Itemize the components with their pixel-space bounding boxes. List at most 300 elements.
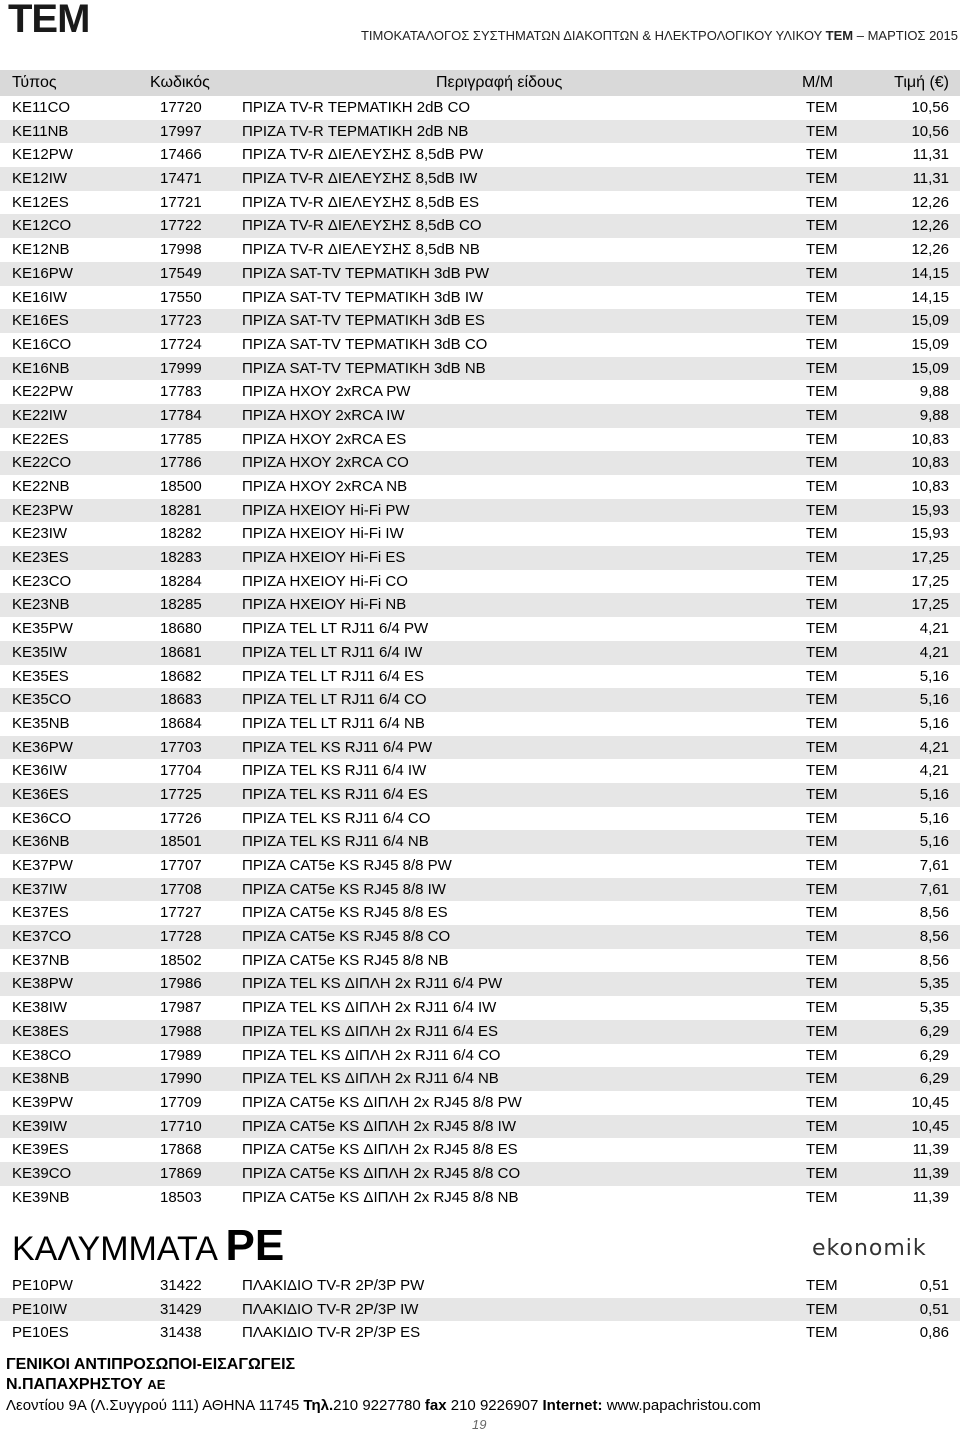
section-title-text: ΚΑΛΥΜΜΑΤΑ [12,1230,217,1268]
table-row [0,736,960,760]
cell-type: KE16PW [12,264,73,282]
cell-price: 9,88 [919,383,949,401]
cell-type: KE35IW [12,643,68,661]
cell-type: KE37IW [12,880,68,898]
cell-desc: ΠΡΙΖΑ TEL KS ΔΙΠΛΗ 2x RJ11 6/4 NB [242,1070,499,1088]
col-header-code: Κωδικός [150,74,210,91]
cell-code: 17722 [160,217,202,235]
table-row [0,712,960,736]
document-title-brand: TEM [825,28,854,43]
cell-uom: TEM [806,1188,838,1206]
cell-code: 17986 [160,975,202,993]
footer-company [6,1376,165,1394]
cell-desc: ΠΡΙΖΑ TEL LT RJ11 6/4 PW [242,620,429,638]
cell-price: 8,56 [919,951,949,969]
table-row [0,1298,960,1322]
cell-price: 10,56 [911,99,949,116]
table-row [0,357,960,381]
cell-price: 5,35 [919,999,949,1017]
cell-type: KE12CO [12,217,72,235]
cell-uom: TEM [806,1022,838,1040]
cell-type: KE36ES [12,785,69,803]
cell-uom: TEM [806,880,838,898]
table-row [0,641,960,665]
cell-type: KE35NB [12,714,70,732]
cell-uom: TEM [806,241,838,259]
ekonomik-logo: ekonomik [812,1236,927,1261]
cell-code: 17550 [160,288,202,306]
cell-uom: TEM [806,975,838,993]
cell-desc: ΠΡΙΖΑ TEL LT RJ11 6/4 IW [242,643,423,661]
table-row [0,807,960,831]
cell-desc: ΠΡΙΖΑ CAT5e KS ΔΙΠΛΗ 2x RJ45 8/8 IW [242,1117,517,1135]
document-title-suffix: – ΜΑΡΤΙΟΣ 2015 [856,28,958,43]
cell-price: 15,93 [911,501,949,519]
cell-code: 17868 [160,1141,202,1159]
cell-desc: ΠΡΙΖΑ TV-R ΔΙΕΛΕΥΣΗΣ 8,5dB CO [242,217,482,235]
cell-price: 17,25 [911,549,949,567]
cell-code: 18500 [160,478,202,495]
table-row [0,1091,960,1115]
cell-price: 5,16 [919,809,949,827]
cell-desc: ΠΡΙΖΑ TEL KS RJ11 6/4 PW [242,738,433,756]
table-row [0,191,960,215]
cell-type: KE37PW [12,857,73,874]
cell-code: 18683 [160,691,202,709]
cell-price: 0,86 [919,1324,949,1342]
cell-desc: ΠΡΙΖΑ TV-R ΔΙΕΛΕΥΣΗΣ 8,5dB NB [242,241,480,259]
cell-type: KE37NB [12,951,70,969]
footer-contact [6,1397,761,1414]
cell-desc: ΠΡΙΖΑ ΗΧΕΙΟΥ Hi-Fi ES [242,549,406,567]
cell-uom: TEM [806,288,838,306]
cell-code: 17709 [160,1093,202,1111]
cell-type: KE11NB [12,122,69,140]
cell-uom: TEM [806,762,838,780]
cell-desc: ΠΡΙΖΑ TEL KS RJ11 6/4 CO [242,809,431,827]
col-header-type: Τύπος [12,74,57,91]
cell-uom: TEM [806,383,838,401]
cell-price: 12,26 [911,217,949,235]
cell-type: KE23NB [12,596,70,614]
cell-type: KE23PW [12,501,73,519]
cell-type: PE10ES [12,1324,69,1342]
cell-desc: ΠΡΙΖΑ TEL LT RJ11 6/4 NB [242,714,425,732]
table-row [0,1115,960,1139]
cell-uom: TEM [806,1093,838,1111]
cell-uom: TEM [806,549,838,567]
table-row [0,617,960,641]
cell-price: 0,51 [919,1300,949,1318]
cell-code: 17990 [160,1070,202,1088]
table-row [0,1162,960,1186]
cell-type: KE23ES [12,549,69,567]
cell-uom: TEM [806,596,838,614]
cell-price: 10,56 [911,122,949,140]
price-table [0,96,960,1209]
cell-price: 11,31 [912,146,949,164]
table-row [0,404,960,428]
cell-code: 17704 [160,762,202,780]
table-row [0,996,960,1020]
cell-code: 17707 [160,857,202,874]
cell-desc: ΠΡΙΖΑ TV-R ΤΕΡΜΑΤΙΚΗ 2dB CO [242,99,471,116]
cell-desc: ΠΡΙΖΑ TV-R ΔΙΕΛΕΥΣΗΣ 8,5dB PW [242,146,484,164]
table-row [0,546,960,570]
cell-desc: ΠΡΙΖΑ TEL LT RJ11 6/4 CO [242,691,427,709]
cell-desc: ΠΡΙΖΑ ΗΧΟΥ 2xRCA CO [242,454,409,472]
cell-price: 15,09 [911,335,949,353]
table-row [0,96,960,120]
cell-desc: ΠΡΙΖΑ TEL KS ΔΙΠΛΗ 2x RJ11 6/4 IW [242,999,497,1017]
footer-internet[interactable]: www.papachristou.com [606,1397,761,1414]
table-row [0,830,960,854]
cell-uom: TEM [806,501,838,519]
cell-price: 4,21 [919,643,949,661]
tem-logo-text: TEM [8,0,90,41]
cell-desc: ΠΡΙΖΑ ΗΧΟΥ 2xRCA PW [242,383,411,401]
cell-price: 10,83 [911,478,949,495]
cell-code: 17998 [160,241,202,259]
footer-fax-label: fax [424,1397,447,1414]
cell-desc: ΠΡΙΖΑ CAT5e KS ΔΙΠΛΗ 2x RJ45 8/8 CO [242,1164,521,1182]
cell-desc: ΠΡΙΖΑ ΗΧΟΥ 2xRCA IW [242,406,405,424]
cell-desc: ΠΡΙΖΑ ΗΧΟΥ 2xRCA NB [242,478,408,495]
cell-desc: ΠΡΙΖΑ CAT5e KS RJ45 8/8 CO [242,928,451,946]
cell-type: KE12ES [12,193,69,211]
cell-price: 6,29 [919,1070,949,1088]
cell-desc: ΠΡΙΖΑ ΗΧΕΙΟΥ Hi-Fi PW [242,501,410,519]
table-row [0,214,960,238]
cell-price: 4,21 [919,738,949,756]
cell-price: 4,21 [919,620,949,638]
cell-uom: TEM [806,951,838,969]
cell-price: 9,88 [919,406,949,424]
cell-code: 17989 [160,1046,202,1064]
cell-code: 18502 [160,951,202,969]
cell-type: KE35PW [12,620,73,638]
cell-desc: ΠΡΙΖΑ TV-R ΔΙΕΛΕΥΣΗΣ 8,5dB ES [242,193,479,211]
table-row [0,451,960,475]
col-header-uom: Μ/Μ [802,74,834,91]
cell-price: 12,26 [911,193,949,211]
cell-uom: TEM [806,1141,838,1159]
cell-uom: TEM [806,454,838,472]
cell-price: 8,56 [919,928,949,946]
cell-type: KE39NB [12,1188,70,1206]
table-row [0,120,960,144]
tem-logo [8,0,130,41]
cell-type: KE12NB [12,241,70,259]
cell-type: KE38ES [12,1022,69,1040]
cell-uom: TEM [806,1046,838,1064]
cell-price: 7,61 [919,880,949,898]
table-row [0,428,960,452]
table-row [0,925,960,949]
table-row [0,143,960,167]
cover-price-table [0,1274,960,1345]
cell-type: KE16IW [12,288,68,306]
cell-desc: ΠΛΑΚΙΔΙΟ TV-R 2P/3P IW [242,1300,419,1318]
cell-uom: TEM [806,1300,838,1318]
cell-code: 17784 [160,406,202,424]
cell-desc: ΠΡΙΖΑ CAT5e KS ΔΙΠΛΗ 2x RJ45 8/8 NB [242,1188,519,1206]
table-header [0,70,960,96]
cell-type: KE16CO [12,335,72,353]
cell-desc: ΠΡΙΖΑ SAT-TV ΤΕΡΜΑΤΙΚΗ 3dB PW [242,264,489,282]
cell-uom: TEM [806,217,838,235]
cell-type: PE10IW [12,1300,68,1318]
cell-desc: ΠΡΙΖΑ TEL KS ΔΙΠΛΗ 2x RJ11 6/4 ES [242,1022,498,1040]
cell-code: 17725 [160,785,202,803]
cell-desc: ΠΡΙΖΑ TV-R ΤΕΡΜΑΤΙΚΗ 2dB NB [242,122,469,140]
cell-price: 11,39 [912,1141,949,1159]
document-title [361,28,958,43]
cell-code: 17988 [160,1022,202,1040]
cell-code: 18281 [160,501,202,519]
cell-code: 17726 [160,809,202,827]
table-row [0,1020,960,1044]
cell-type: KE16NB [12,359,70,377]
cell-code: 31438 [160,1324,202,1342]
cell-price: 15,93 [911,525,949,543]
footer-internet-label: Internet: [542,1397,603,1414]
cell-uom: TEM [806,572,838,590]
cell-price: 5,16 [919,691,949,709]
cell-uom: TEM [806,193,838,211]
cell-price: 8,56 [919,904,949,922]
footer-distributor: ΓΕΝΙΚΟΙ ΑΝΤΙΠΡΟΣΩΠΟΙ-ΕΙΣΑΓΩΓΕΙΣ [6,1356,296,1373]
cell-desc: ΠΡΙΖΑ TEL KS RJ11 6/4 NB [242,833,429,851]
cell-uom: TEM [806,643,838,661]
cell-uom: TEM [806,928,838,946]
cell-code: 17723 [160,312,202,330]
cell-price: 11,31 [912,170,949,188]
cell-type: KE12PW [12,146,73,164]
cell-price: 15,09 [911,312,949,330]
cell-uom: TEM [806,478,838,495]
cell-code: 17783 [160,383,202,401]
cell-code: 17710 [160,1117,202,1135]
cell-uom: TEM [806,359,838,377]
cell-type: KE35CO [12,691,72,709]
cell-price: 4,21 [919,762,949,780]
footer-tel: 210 9227780 [333,1397,421,1414]
cell-type: KE22NB [12,478,70,495]
cell-uom: TEM [806,738,838,756]
cell-type: KE36NB [12,833,70,851]
cell-code: 31422 [160,1277,202,1294]
cell-price: 14,15 [911,288,949,306]
table-row [0,1321,960,1345]
cell-code: 17471 [160,170,202,188]
cell-type: KE23CO [12,572,72,590]
cell-code: 17703 [160,738,202,756]
cell-price: 6,29 [919,1022,949,1040]
cell-price: 0,51 [919,1277,949,1294]
cell-desc: ΠΛΑΚΙΔΙΟ TV-R 2P/3P ES [242,1324,421,1342]
cell-code: 18501 [160,833,202,851]
cell-price: 5,16 [919,714,949,732]
cell-uom: TEM [806,904,838,922]
table-row [0,570,960,594]
cell-uom: TEM [806,430,838,448]
cell-uom: TEM [806,1324,838,1342]
cell-desc: ΠΡΙΖΑ ΗΧΕΙΟΥ Hi-Fi CO [242,572,408,590]
table-row [0,499,960,523]
cell-price: 11,39 [912,1188,949,1206]
cell-code: 17721 [160,193,202,211]
cell-price: 10,45 [911,1093,949,1111]
cell-type: KE37ES [12,904,69,922]
cell-price: 5,16 [919,833,949,851]
cell-desc: ΠΡΙΖΑ CAT5e KS RJ45 8/8 NB [242,951,449,969]
cell-price: 14,15 [911,264,949,282]
cell-desc: ΠΡΙΖΑ ΗΧΟΥ 2xRCA ES [242,430,407,448]
cell-type: KE36CO [12,809,72,827]
cell-desc: ΠΛΑΚΙΔΙΟ TV-R 2P/3P PW [242,1277,425,1294]
cell-code: 18503 [160,1188,202,1206]
cell-code: 17727 [160,904,202,922]
cell-desc: ΠΡΙΖΑ TEL KS ΔΙΠΛΗ 2x RJ11 6/4 CO [242,1046,501,1064]
cell-uom: TEM [806,691,838,709]
table-row [0,783,960,807]
cell-code: 18283 [160,549,202,567]
cell-type: KE35ES [12,667,69,685]
cell-uom: TEM [806,714,838,732]
cell-price: 6,29 [919,1046,949,1064]
section-series: PE [225,1221,285,1270]
cell-type: KE22CO [12,454,72,472]
cell-code: 17786 [160,454,202,472]
cell-type: KE39ES [12,1141,69,1159]
table-row [0,901,960,925]
cell-desc: ΠΡΙΖΑ CAT5e KS RJ45 8/8 IW [242,880,446,898]
table-row [0,759,960,783]
cell-code: 17549 [160,264,202,282]
footer-fax: 210 9226907 [450,1397,539,1414]
table-row [0,878,960,902]
cell-type: KE39PW [12,1093,73,1111]
cell-type: KE16ES [12,312,69,330]
cell-price: 5,16 [919,667,949,685]
cell-desc: ΠΡΙΖΑ TV-R ΔΙΕΛΕΥΣΗΣ 8,5dB IW [242,170,478,188]
cell-price: 10,45 [911,1117,949,1135]
cell-desc: ΠΡΙΖΑ CAT5e KS RJ45 8/8 PW [242,857,452,874]
cell-type: KE38IW [12,999,68,1017]
cell-uom: TEM [806,99,838,116]
cell-code: 17785 [160,430,202,448]
table-row [0,1138,960,1162]
cell-uom: TEM [806,335,838,353]
cell-desc: ΠΡΙΖΑ ΗΧΕΙΟΥ Hi-Fi NB [242,596,407,614]
cell-desc: ΠΡΙΖΑ SAT-TV ΤΕΡΜΑΤΙΚΗ 3dB NB [242,359,486,377]
col-header-price: Τιμή (€) [894,74,949,91]
table-row [0,380,960,404]
cell-desc: ΠΡΙΖΑ CAT5e KS ΔΙΠΛΗ 2x RJ45 8/8 ES [242,1141,518,1159]
cell-type: KE22ES [12,430,69,448]
cell-type: KE22PW [12,383,73,401]
document-title-prefix: ΤΙΜΟΚΑΤΑΛΟΓΟΣ ΣΥΣΤΗΜΑΤΩΝ ΔΙΑΚΟΠΤΩΝ & ΗΛΕΚΤΡΟΛΟΓΙΚΟΥ ΥΛΙΚΟΥ [360,28,823,43]
cell-code: 18681 [160,643,202,661]
cell-code: 17728 [160,928,202,946]
cell-uom: TEM [806,667,838,685]
cell-price: 10,83 [911,454,949,472]
cell-code: 17466 [160,146,202,164]
cell-desc: ΠΡΙΖΑ CAT5e KS ΔΙΠΛΗ 2x RJ45 8/8 PW [242,1093,522,1111]
cell-price: 5,35 [919,975,949,993]
footer-company-name: Ν.ΠΑΠΑΧΡΗΣΤΟΥ [6,1376,143,1393]
table-row [0,949,960,973]
cell-uom: TEM [806,1117,838,1135]
cell-desc: ΠΡΙΖΑ TEL KS RJ11 6/4 IW [242,762,427,780]
cell-code: 17869 [160,1164,202,1182]
cell-uom: TEM [806,170,838,188]
cell-uom: TEM [806,1164,838,1182]
table-row [0,522,960,546]
cell-type: PE10PW [12,1277,73,1294]
cell-uom: TEM [806,122,838,140]
cell-desc: ΠΡΙΖΑ SAT-TV ΤΕΡΜΑΤΙΚΗ 3dB CO [242,335,488,353]
cell-desc: ΠΡΙΖΑ CAT5e KS RJ45 8/8 ES [242,904,448,922]
table-row [0,1186,960,1210]
cell-desc: ΠΡΙΖΑ ΗΧΕΙΟΥ Hi-Fi IW [242,525,404,543]
cell-type: KE37CO [12,928,72,946]
table-row [0,1274,960,1298]
table-row [0,854,960,878]
table-row [0,1044,960,1068]
cell-code: 17997 [160,122,202,140]
cell-price: 5,16 [919,785,949,803]
cell-code: 18282 [160,525,202,543]
footer-tel-label: Τηλ. [303,1397,334,1414]
cell-code: 17720 [160,99,202,116]
cell-code: 17987 [160,999,202,1017]
cell-uom: TEM [806,146,838,164]
cell-type: KE38NB [12,1070,70,1088]
cell-desc: ΠΡΙΖΑ SAT-TV ΤΕΡΜΑΤΙΚΗ 3dB ES [242,312,485,330]
cell-price: 17,25 [911,596,949,614]
cell-type: KE23IW [12,525,68,543]
cell-desc: ΠΡΙΖΑ TEL KS ΔΙΠΛΗ 2x RJ11 6/4 PW [242,975,503,993]
cell-code: 17999 [160,359,202,377]
cell-code: 18284 [160,572,202,590]
cell-type: KE36PW [12,738,73,756]
cell-uom: TEM [806,525,838,543]
table-row [0,665,960,689]
cell-uom: TEM [806,312,838,330]
table-row [0,262,960,286]
cell-uom: TEM [806,785,838,803]
table-row [0,972,960,996]
cell-type: KE39IW [12,1117,68,1135]
col-header-desc: Περιγραφή είδους [436,74,563,91]
cell-type: KE38CO [12,1046,72,1064]
cell-price: 17,25 [911,572,949,590]
cell-desc: ΠΡΙΖΑ SAT-TV ΤΕΡΜΑΤΙΚΗ 3dB IW [242,288,484,306]
cell-price: 15,09 [911,359,949,377]
cell-type: KE11CO [12,99,71,116]
cell-price: 11,39 [912,1164,949,1182]
page-number: 19 [472,1417,487,1432]
cell-uom: TEM [806,809,838,827]
cell-code: 17708 [160,880,202,898]
table-row [0,593,960,617]
cell-type: KE38PW [12,975,73,993]
footer-address: Λεοντίου 9Α (Λ.Συγγρού 111) ΑΘΗΝΑ 11745 [6,1397,300,1414]
cell-uom: TEM [806,620,838,638]
table-row [0,475,960,499]
